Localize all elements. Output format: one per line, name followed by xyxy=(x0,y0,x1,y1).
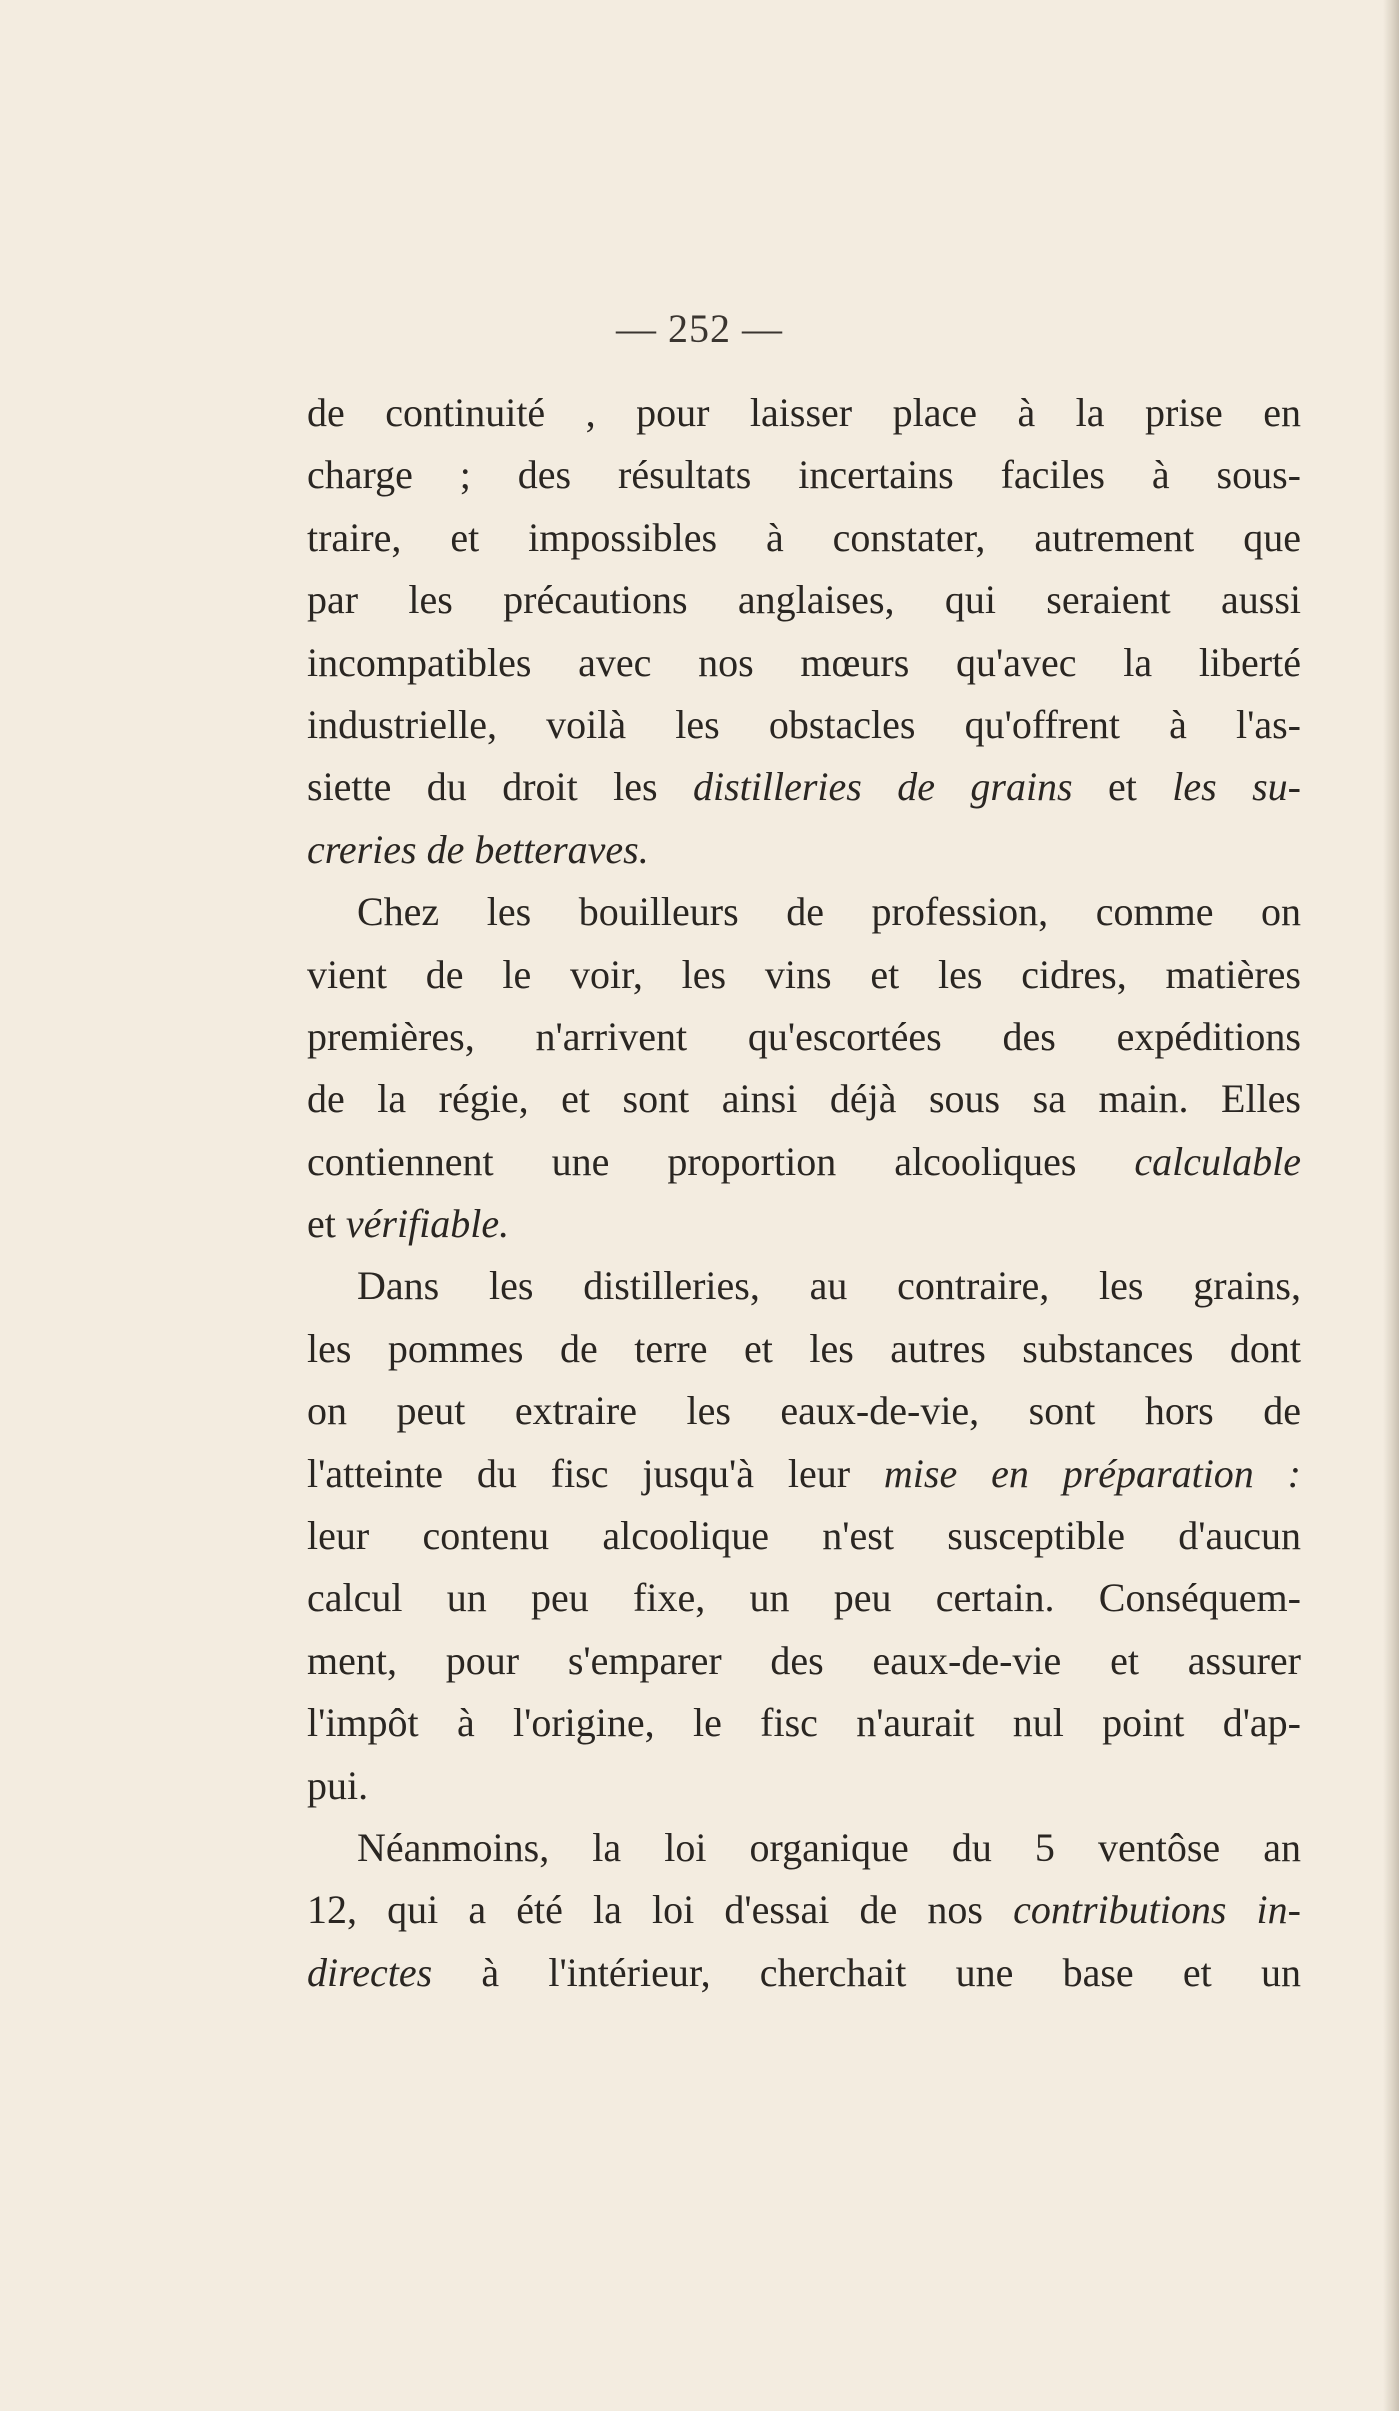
text-line xyxy=(307,1068,1301,1130)
text-line xyxy=(307,1505,1301,1567)
text-line xyxy=(307,1942,1301,2004)
text-segment: leur contenu alcoolique n'est susceptible d'aucun xyxy=(307,1513,1301,1559)
text-line xyxy=(307,507,1301,569)
italic-text: calculable xyxy=(1134,1138,1301,1184)
italic-text: contributions in- xyxy=(1013,1887,1301,1933)
text-segment: traire, et impossibles à constater, autrement que xyxy=(307,514,1301,560)
text-line xyxy=(307,944,1301,1006)
italic-text: vérifiable. xyxy=(345,1201,510,1247)
italic-text: les su- xyxy=(1172,764,1301,810)
text-line xyxy=(307,819,1301,881)
text-line xyxy=(307,569,1301,631)
italic-text: creries de betteraves. xyxy=(307,826,649,872)
text-segment: de continuité , pour laisser place à la prise en xyxy=(307,390,1301,435)
text-segment: industrielle, voilà les obstacles qu'offrent à l'as- xyxy=(307,701,1301,747)
text-line xyxy=(307,444,1301,506)
text-segment: contiennent une proportion alcooliques xyxy=(307,1138,1135,1184)
text-segment: siette du droit les xyxy=(307,764,693,810)
text-segment: Chez les bouilleurs de profession, comme on xyxy=(357,889,1301,935)
text-segment: l'atteinte du fisc jusqu'à leur xyxy=(307,1450,884,1496)
italic-text: distilleries de grains xyxy=(692,764,1073,810)
text-line xyxy=(307,1755,1301,1817)
text-segment: ment, pour s'emparer des eaux-de-vie et assurer xyxy=(307,1637,1301,1683)
text-segment: charge ; des résultats incertains faciles à sous- xyxy=(307,452,1301,498)
text-line xyxy=(307,1318,1301,1380)
text-segment: de la régie, et sont ainsi déjà sous sa main. Elles xyxy=(307,1076,1301,1122)
text-segment: et xyxy=(307,1201,346,1247)
italic-text: directes xyxy=(307,1949,433,1995)
text-segment: on peut extraire les eaux-de-vie, sont hors de xyxy=(307,1388,1301,1434)
text-segment: l'impôt à l'origine, le fisc n'aurait nul point d'ap- xyxy=(307,1700,1301,1746)
text-line xyxy=(307,1380,1301,1442)
text-segment: les pommes de terre et les autres substances dont xyxy=(307,1325,1301,1371)
text-segment: par les précautions anglaises, qui seraient aussi xyxy=(307,577,1301,623)
text-line xyxy=(307,694,1301,756)
text-line xyxy=(307,1193,1301,1255)
text-segment: 12, qui a été la loi d'essai de nos xyxy=(307,1887,1014,1933)
text-segment: pui. xyxy=(307,1762,369,1808)
page-number: — 252 — xyxy=(616,306,783,351)
text-segment: Néanmoins, la loi organique du 5 ventôse an xyxy=(357,1824,1301,1870)
text-line xyxy=(307,632,1301,694)
text-line xyxy=(307,1443,1301,1505)
body-text xyxy=(307,382,1301,2004)
text-line xyxy=(307,1630,1301,1692)
text-segment: et xyxy=(1072,764,1173,810)
page-edge-shadow xyxy=(1383,0,1399,2411)
text-line xyxy=(307,1692,1301,1754)
text-segment: Dans les distilleries, au contraire, les grains, xyxy=(357,1263,1301,1309)
text-segment: vient de le voir, les vins et les cidres, matières xyxy=(307,951,1301,997)
text-segment: calcul un peu fixe, un peu certain. Conséquem- xyxy=(307,1575,1301,1621)
text-line xyxy=(307,1131,1301,1193)
text-line xyxy=(307,382,1301,444)
italic-text: mise en préparation : xyxy=(883,1450,1301,1496)
text-line xyxy=(307,1255,1301,1317)
text-segment: à l'intérieur, cherchait une base et un xyxy=(432,1949,1301,1995)
text-line xyxy=(307,1879,1301,1941)
text-line xyxy=(307,1567,1301,1629)
text-segment: premières, n'arrivent qu'escortées des expéditions xyxy=(307,1013,1301,1059)
text-line xyxy=(307,1817,1301,1879)
text-line xyxy=(307,881,1301,943)
text-line xyxy=(307,756,1301,818)
text-line xyxy=(307,1006,1301,1068)
text-segment: incompatibles avec nos mœurs qu'avec la liberté xyxy=(307,639,1301,685)
